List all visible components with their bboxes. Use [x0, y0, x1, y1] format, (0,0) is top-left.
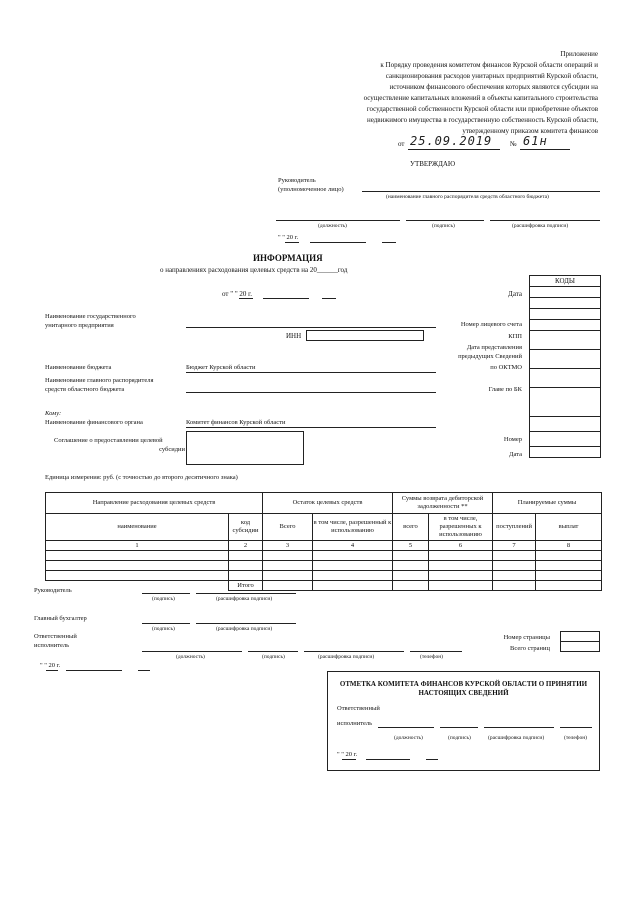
- th-incl2: в том числе, разрешенных к использованию: [429, 514, 493, 541]
- appendix-line: осуществление капитальных вложений в объекты капитального строительства: [363, 94, 598, 102]
- appendix-line: к Порядку проведения комитетом финансов Курской области операций и: [380, 61, 598, 69]
- footer-resp-name-line[interactable]: [304, 651, 404, 652]
- mark-sign-caption: (подпись): [448, 735, 471, 741]
- mark-position-line[interactable]: [378, 727, 434, 728]
- page-number-label: Номер страницы: [503, 634, 550, 641]
- fin-org-value: Комитет финансов Курской области: [186, 419, 286, 426]
- appendix-number-prefix: №: [510, 140, 517, 148]
- codes-header: КОДЫ: [530, 276, 601, 287]
- appendix-date-handwritten: 25.09.2019: [410, 134, 493, 148]
- th-return: Суммы возврата дебиторской задолженности **: [393, 493, 493, 514]
- approve-date: " " 20 г.: [278, 234, 299, 241]
- mark-name-line[interactable]: [484, 727, 554, 728]
- glava-label: Главе по БК: [488, 386, 522, 393]
- footer-sign-caption-3: (подпись): [262, 654, 285, 660]
- mark-position-caption: (должность): [394, 735, 423, 741]
- agreement-label: Соглашение о предоставлении целевой: [54, 437, 163, 444]
- footer-date: " " 20 г.: [40, 662, 61, 669]
- date-label: Дата: [508, 290, 522, 298]
- position-line[interactable]: [276, 220, 400, 221]
- code-cell-account[interactable]: [530, 309, 601, 320]
- table-row[interactable]: [46, 571, 602, 581]
- pages-total-label: Всего страниц: [510, 645, 550, 652]
- doc-date-line: от " " 20 г.: [222, 290, 253, 298]
- mark-title-sub: НАСТОЯЩИХ СВЕДЕНИЙ: [418, 689, 509, 697]
- code-cell-2[interactable]: [530, 388, 601, 417]
- appendix-line: Приложение: [560, 50, 598, 58]
- code-cell-1[interactable]: [530, 298, 601, 309]
- appendix-line: источником финансового обеспечения которых являются субсидии на: [389, 83, 598, 91]
- grbs-label: Наименование главного распорядителя: [45, 377, 154, 384]
- name-caption: (расшифровка подписи): [512, 223, 569, 229]
- org-field-line[interactable]: [186, 327, 436, 328]
- kpp-label: КПП: [508, 333, 522, 340]
- head-label: Руководитель: [278, 177, 316, 184]
- date-present-label: Дата представления: [466, 344, 522, 351]
- unit-label: Единица измерения: руб. (с точностью до второго десятичного знака): [45, 474, 238, 481]
- main-table: [45, 492, 602, 591]
- account-label: Номер лицевого счета: [460, 321, 522, 328]
- name-line[interactable]: [490, 220, 600, 221]
- mark-date: " " 20 г.: [337, 751, 358, 758]
- org-line[interactable]: [362, 191, 600, 192]
- footer-phone-caption: (телефон): [420, 654, 444, 660]
- footer-resp-sign-line[interactable]: [248, 651, 298, 652]
- agreement-label-sub: субсидии: [159, 446, 185, 453]
- budget-label: Наименование бюджета: [45, 364, 112, 371]
- footer-sign-caption-2: (подпись): [152, 626, 175, 632]
- col-num: 7: [493, 541, 536, 551]
- code-cell-date[interactable]: [530, 287, 601, 298]
- footer-resp-position-line[interactable]: [142, 651, 242, 652]
- mark-resp-label: Ответственный: [337, 705, 380, 712]
- footer-chief-name-line[interactable]: [196, 623, 296, 624]
- th-planned: Планируемые суммы: [493, 493, 602, 514]
- col-num: 4: [313, 541, 393, 551]
- th-direction: Направление расходования целевых средств: [46, 493, 263, 514]
- pages-total-input[interactable]: [560, 641, 600, 652]
- budget-value: Бюджет Курской области: [186, 364, 256, 371]
- mark-resp-label-sub: исполнитель: [337, 720, 373, 727]
- col-num: 1: [46, 541, 229, 551]
- footer-head-label: Руководитель: [34, 587, 72, 594]
- acceptance-mark-box: [327, 671, 600, 771]
- appendix-line: недвижимого имущества в государственную собственность Курской области,: [366, 116, 598, 124]
- doc-subtitle: о направлениях расходования целевых средств на 20______год: [160, 266, 348, 274]
- th-total2: всего: [393, 514, 429, 541]
- col-num: 2: [229, 541, 263, 551]
- th-name: наименование: [46, 514, 229, 541]
- to-whom-label: Кому:: [45, 410, 62, 417]
- footer-resp-label-sub: исполнитель: [34, 642, 70, 649]
- th-remainder: Остаток целевых средств: [263, 493, 393, 514]
- th-code: код субсидии: [229, 514, 263, 541]
- mark-title: ОТМЕТКА КОМИТЕТА ФИНАНСОВ КУРСКОЙ ОБЛАСТИ О ПРИНЯТИИ: [339, 680, 588, 688]
- doc-title: ИНФОРМАЦИЯ: [253, 253, 323, 263]
- footer-sign-caption: (подпись): [152, 596, 175, 602]
- date2-label: Дата: [509, 451, 522, 458]
- appendix-number-handwritten: 61н: [523, 134, 548, 148]
- fin-org-label: Наименование финансового органа: [45, 419, 143, 426]
- mark-sign-line[interactable]: [440, 727, 478, 728]
- mark-phone-line[interactable]: [560, 727, 592, 728]
- total-label: Итого: [229, 581, 263, 591]
- footer-head-sign-line[interactable]: [142, 593, 190, 594]
- mark-name-caption: (расшифровка подписи): [488, 735, 545, 741]
- grbs-field-line[interactable]: [186, 392, 436, 393]
- date-present-label-sub: предыдущих Сведений: [458, 353, 522, 360]
- footer-resp-phone-line[interactable]: [410, 651, 462, 652]
- th-receipts: поступлений: [493, 514, 536, 541]
- code-cell-oktmo[interactable]: [530, 350, 601, 369]
- code-cell-3[interactable]: [530, 447, 601, 458]
- th-total: Всего: [263, 514, 313, 541]
- appendix-line: санкционирования расходов унитарных предприятий Курской области,: [385, 72, 598, 80]
- col-num: 3: [263, 541, 313, 551]
- inn-input[interactable]: [306, 330, 424, 341]
- col-num: 8: [536, 541, 602, 551]
- appendix-line: утвержденному приказом комитета финансов: [462, 127, 598, 135]
- th-incl: в том числе, разрешенный к использованию: [313, 514, 393, 541]
- org-label-sub: унитарного предприятия: [45, 322, 114, 329]
- code-cell-glava[interactable]: [530, 369, 601, 388]
- approve-title: УТВЕРЖДАЮ: [410, 160, 456, 168]
- grbs-label-sub: средств областного бюджета: [45, 386, 125, 393]
- org-label: Наименование государственного: [45, 313, 136, 320]
- th-payments: выплат: [536, 514, 602, 541]
- table-row[interactable]: [46, 561, 602, 571]
- footer-name-caption-3: (расшифровка подписи): [318, 654, 375, 660]
- code-cell-date2[interactable]: [530, 432, 601, 447]
- code-cell-kpp[interactable]: [530, 320, 601, 331]
- code-cell-date-present[interactable]: [530, 331, 601, 350]
- table-row[interactable]: [46, 551, 602, 561]
- head-label-sub: (уполномоченное лицо): [278, 186, 344, 193]
- sign-caption: (подпись): [432, 223, 455, 229]
- codes-table: [529, 275, 601, 458]
- appendix-date-prefix: от: [398, 140, 405, 148]
- footer-position-caption: (должность): [176, 654, 205, 660]
- org-caption: (наименование главного распорядителя средств областного бюджета): [386, 194, 549, 200]
- position-caption: (должность): [318, 223, 347, 229]
- oktmo-label: по ОКТМО: [490, 364, 522, 371]
- footer-resp-label: Ответственный: [34, 633, 77, 640]
- footer-chief-label: Главный бухгалтер: [34, 615, 87, 622]
- col-num: 6: [429, 541, 493, 551]
- sign-line[interactable]: [406, 220, 484, 221]
- table-num-row: [46, 541, 602, 551]
- footer-head-name-line[interactable]: [196, 593, 296, 594]
- footer-name-caption-2: (расшифровка подписи): [216, 626, 273, 632]
- col-num: 5: [393, 541, 429, 551]
- code-cell-number[interactable]: [530, 417, 601, 432]
- inn-label: ИНН: [286, 332, 302, 340]
- appendix-line: государственной собственности Курской области или приобретение объектов: [366, 105, 598, 113]
- mark-phone-caption: (телефон): [564, 735, 588, 741]
- table-total-row[interactable]: [46, 581, 602, 591]
- agreement-input[interactable]: [186, 431, 304, 465]
- footer-chief-sign-line[interactable]: [142, 623, 190, 624]
- footer-name-caption: (расшифровка подписи): [216, 596, 273, 602]
- number-label: Номер: [503, 436, 522, 443]
